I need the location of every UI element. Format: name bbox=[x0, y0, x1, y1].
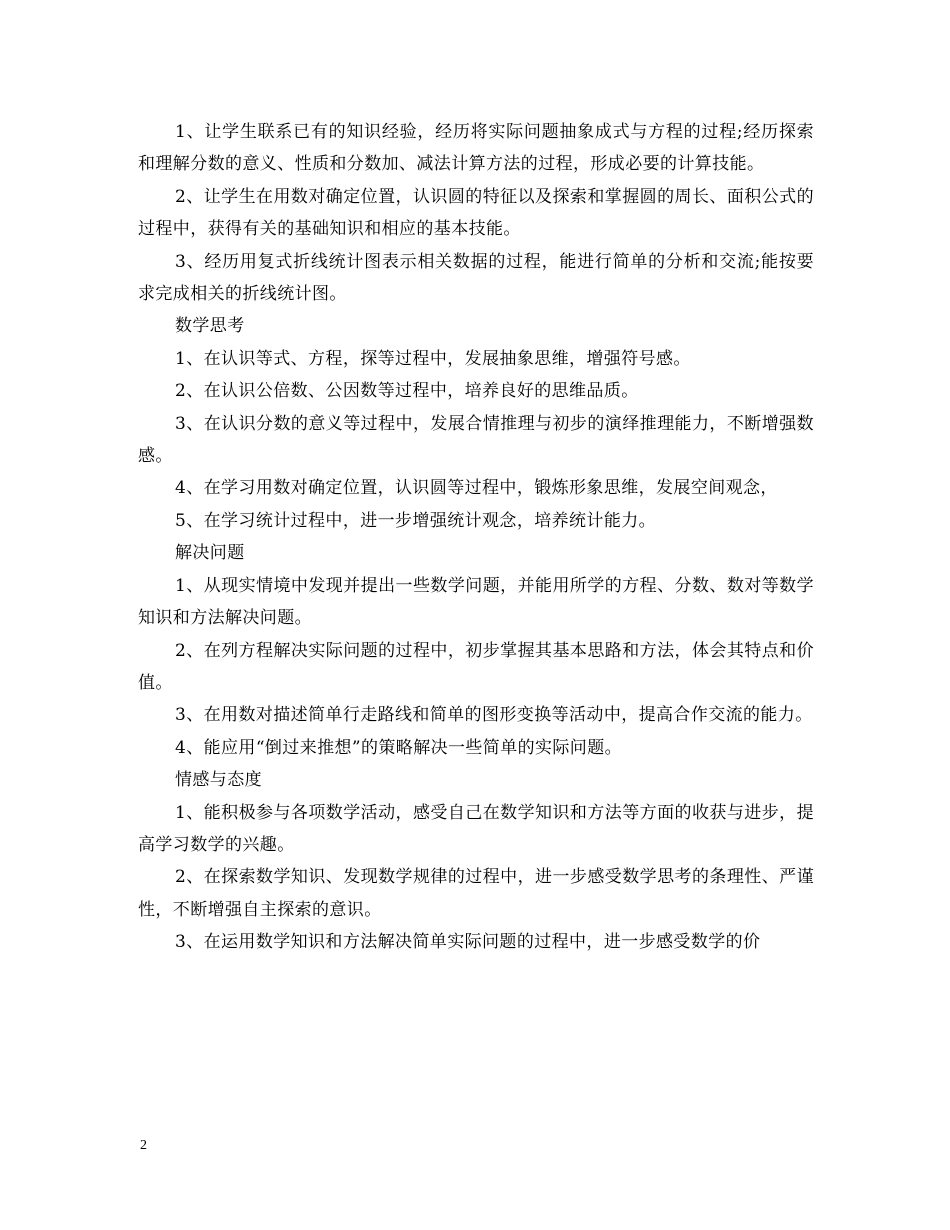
paragraph-problem-2: 2、在列方程解决实际问题的过程中，初步掌握其基本思路和方法，体会其特点和价值。 bbox=[138, 640, 814, 693]
paragraph-skill-2: 2、让学生在用数对确定位置，认识圆的特征以及探索和掌握圆的周长、面积公式的过程中，获得有关的基础知识和相应的基本技能。 bbox=[138, 186, 814, 240]
paragraph-skill-3: 3、经历用复式折线统计图表示相关数据的过程，能进行简单的分析和交流;能按要求完成相关的折线统计图。 bbox=[138, 251, 814, 305]
paragraph-thinking-2: 2、在认识公倍数、公因数等过程中，培养良好的思维品质。 bbox=[175, 381, 639, 402]
paragraph-thinking-4: 4、在学习用数对确定位置，认识圆等过程中，锻炼形象思维，发展空间观念， bbox=[175, 478, 778, 499]
paragraph-problem-4: 4、能应用“倒过来推想”的策略解决一些简单的实际问题。 bbox=[175, 737, 622, 758]
paragraph-thinking-1: 1、在认识等式、方程，探等过程中，发展抽象思维，增强符号感。 bbox=[175, 348, 691, 369]
page-number: 2 bbox=[140, 1138, 147, 1153]
paragraph-problem-1: 1、从现实情境中发现并提出一些数学问题，并能用所学的方程、分数、数对等数学知识和方法解决问题。 bbox=[138, 575, 814, 629]
paragraph-skill-1: 1、让学生联系已有的知识经验，经历将实际问题抽象成式与方程的过程;经历探索和理解分数的意义、性质和分数加、减法计算方法的过程，形成必要的计算技能。 bbox=[138, 122, 814, 175]
paragraph-emotion-1: 1、能积极参与各项数学活动，感受自己在数学知识和方法等方面的收获与进步，提高学习数学的兴趣。 bbox=[138, 802, 814, 855]
paragraph-thinking-3: 3、在认识分数的意义等过程中，发展合情推理与初步的演绎推理能力，不断增强数感。 bbox=[138, 413, 814, 467]
paragraph-problem-3: 3、在用数对描述简单行走路线和简单的图形变换等活动中，提高合作交流的能力。 bbox=[175, 705, 813, 726]
paragraph-emotion-3: 3、在运用数学知识和方法解决简单实际问题的过程中，进一步感受数学的价 bbox=[175, 932, 761, 953]
paragraph-thinking-5: 5、在学习统计过程中，进一步增强统计观念，培养统计能力。 bbox=[175, 510, 657, 531]
section-heading-problem-solving: 解决问题 bbox=[175, 543, 245, 564]
document-body bbox=[138, 116, 814, 959]
section-heading-emotion-attitude: 情感与态度 bbox=[175, 770, 262, 791]
paragraph-emotion-2: 2、在探索数学知识、发现数学规律的过程中，进一步感受数学思考的条理性、严谨性，不断增强自主探索的意识。 bbox=[138, 867, 814, 920]
section-heading-math-thinking: 数学思考 bbox=[175, 316, 245, 337]
